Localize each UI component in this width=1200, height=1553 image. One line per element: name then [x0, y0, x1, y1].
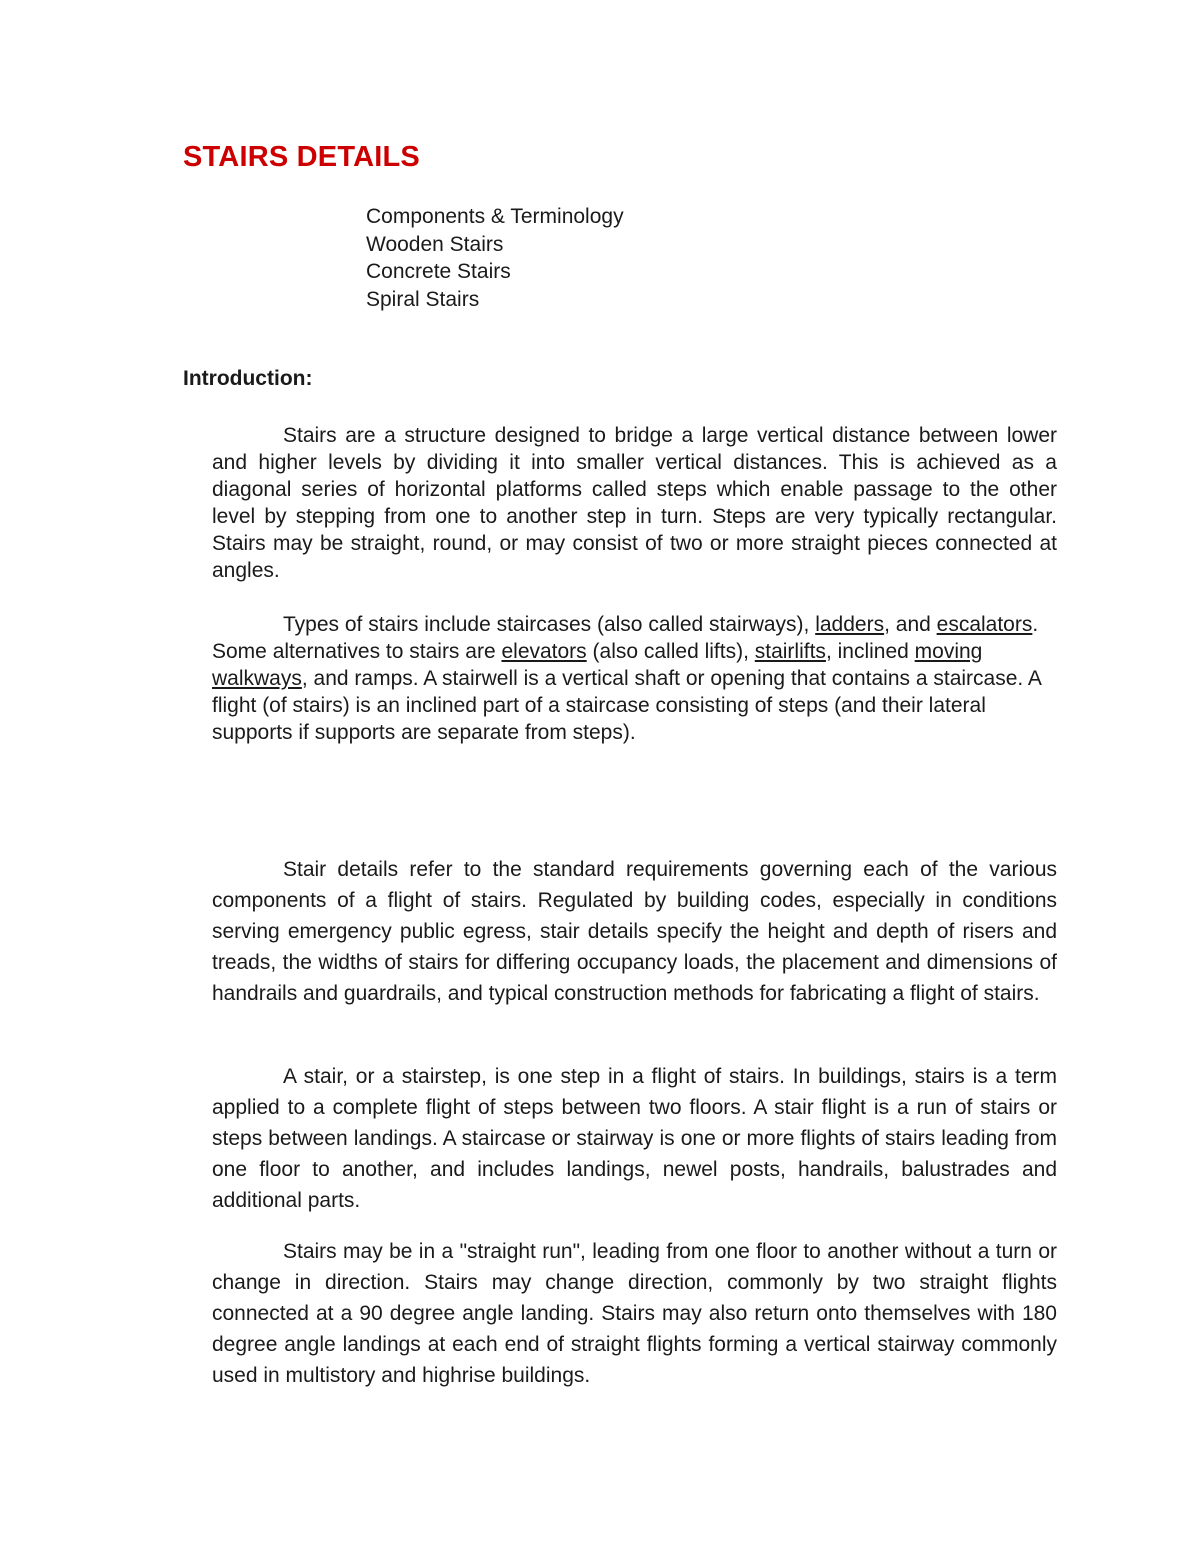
intro-paragraph-1: Stairs are a structure designed to bridge a large vertical distance between lower and higher levels by dividing it into smaller vertical distances. This is achieved as a diagonal series of horizontal platforms called steps which enable passage to the other level by stepping from one to another step in turn. Steps are very typically rectangular. Stairs may be straight, round, or may consist of two or more straight pieces connected at angles. — [212, 424, 1057, 582]
text-run: (also called lifts), — [586, 640, 755, 663]
link-moving-walkways[interactable]: moving walkways — [212, 640, 983, 690]
text-run: , and ramps. A stairwell is a vertical shaft or opening that contains a staircase. A flight (of stairs) is an inclined part of a staircase consisting of steps (and their lateral supports if supports are separate from steps). — [212, 667, 1041, 744]
introduction-heading: Introduction: — [183, 367, 313, 390]
straight-run-paragraph: Stairs may be in a "straight run", leading from one floor to another without a turn or change in direction. Stairs may change direction, commonly by two straight flights connected at a 90 degree angle landing. Stairs may also return onto themselves with 180 degree angle landings at each end of straight flights forming a vertical stairway commonly used in multistory and highrise buildings. — [212, 1240, 1057, 1387]
link-ladders[interactable]: ladders — [815, 613, 885, 636]
stairstep-paragraph: A stair, or a stairstep, is one step in a flight of stairs. In buildings, stairs is a term applied to a complete flight of steps between two floors. A stair flight is a run of stairs or steps between landings. A staircase or stairway is one or more flights of stairs leading from one floor to another, and includes landings, newel posts, handrails, balustrades and additional parts. — [212, 1065, 1057, 1212]
text-run: , inclined — [825, 640, 915, 663]
link-elevators[interactable]: elevators — [501, 640, 587, 663]
document-title: STAIRS DETAILS — [183, 141, 420, 173]
link-escalators[interactable]: escalators — [936, 613, 1033, 636]
text-run: , and — [884, 613, 937, 636]
toc-item: Components & Terminology — [366, 205, 624, 228]
text-run: . Some alternatives to stairs are — [212, 613, 1039, 663]
toc-item: Wooden Stairs — [366, 232, 504, 256]
link-stairlifts[interactable]: stairlifts — [754, 640, 826, 663]
text-run: Types of stairs include staircases (also called stairways), — [283, 613, 816, 636]
intro-paragraph-2 — [212, 611, 1057, 746]
toc-item: Concrete Stairs — [366, 260, 511, 283]
table-of-contents — [366, 203, 624, 313]
toc-item: Spiral Stairs — [366, 287, 480, 311]
stair-details-paragraph: Stair details refer to the standard requirements governing each of the various components of a flight of stairs. Regulated by building codes, especially in conditions serving emergency public egress, stair details specify the height and depth of risers and treads, the widths of stairs for differing occupancy loads, the placement and dimensions of handrails and guardrails, and typical construction methods for fabricating a flight of stairs. — [212, 858, 1057, 1005]
